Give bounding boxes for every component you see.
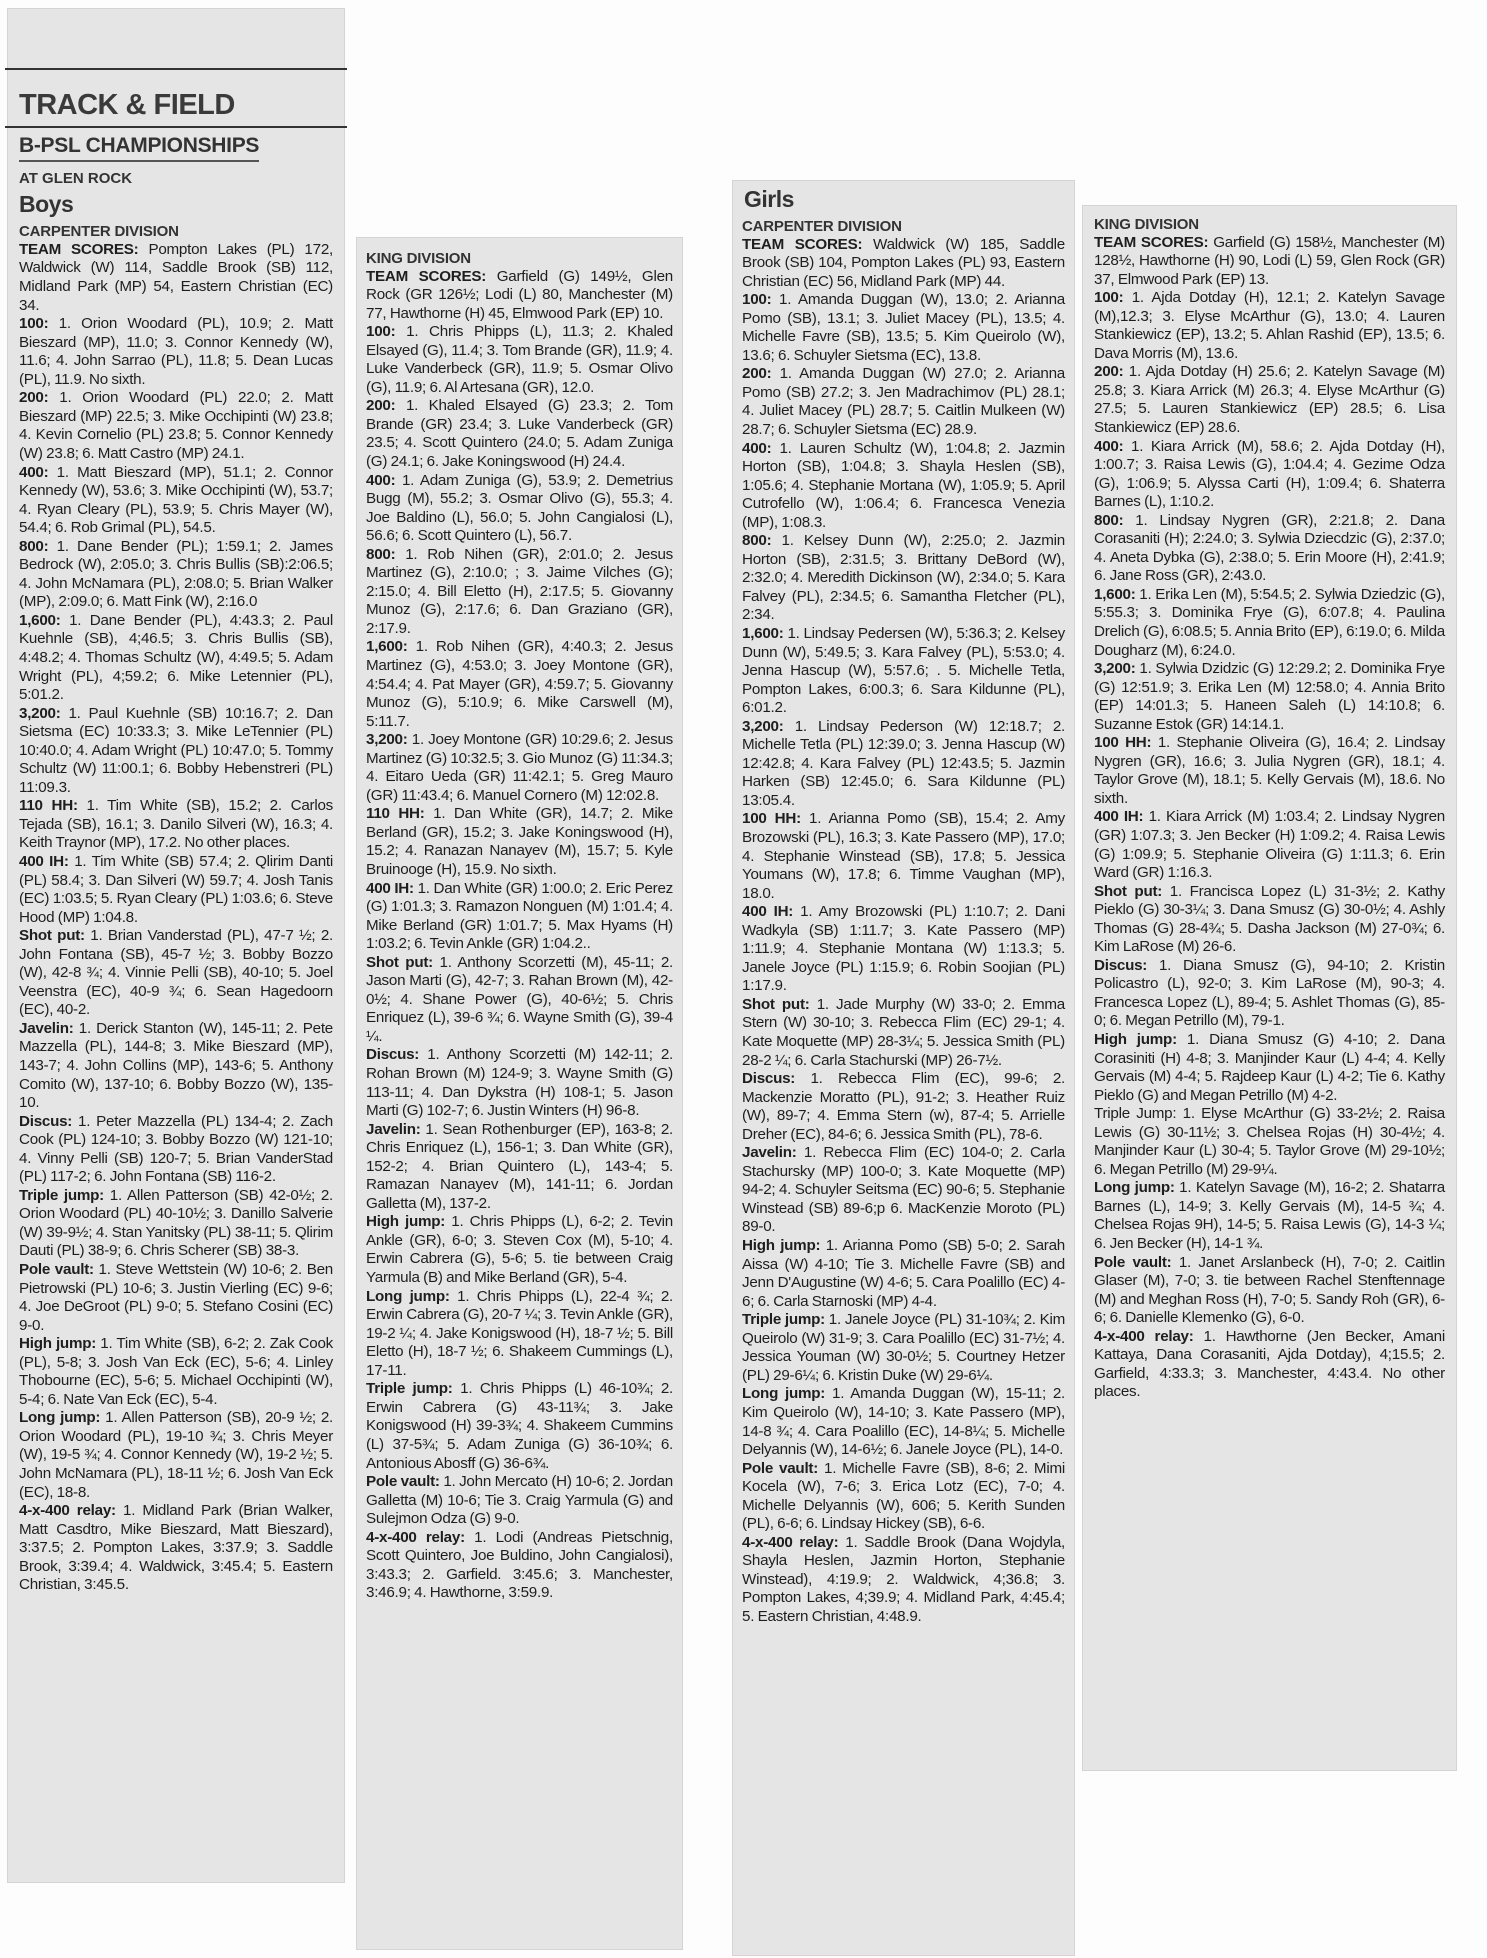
event-result bbox=[366, 397, 673, 471]
event-result bbox=[1094, 438, 1445, 512]
event-result bbox=[19, 927, 333, 1020]
event-text: 1. Saddle Brook (Dana Wojdyla, Shayla Heslen, Jazmin Horton, Stephanie Winstead), 4:19.9; 2. Waldwick, 4;36.8; 3. Pompton Lakes, 4;39.9; 4. Midland Park, 4:45.4; 5. Eastern Christian, 4:48.9. bbox=[742, 1533, 1065, 1625]
event-label: 3,200: bbox=[742, 717, 784, 735]
event-result bbox=[19, 1502, 333, 1595]
event-label: 800: bbox=[366, 545, 396, 563]
event-label: 400 IH: bbox=[1094, 808, 1144, 826]
event-label: 200: bbox=[742, 365, 772, 383]
event-result bbox=[366, 638, 673, 731]
event-label: Triple jump: bbox=[19, 1186, 104, 1204]
event-text: 1. Kiara Arrick (M) 1:03.4; 2. Lindsay Nygren (GR) 1:07.3; 3. Jen Becker (H) 1:09.2; 4. Raisa Lewis (G) 1:09.9; 5. Stephanie Oliveira (G) 1:11.3; 6. Erin Ward (GR) 1:16.3. bbox=[1094, 808, 1445, 882]
event-result bbox=[366, 731, 673, 805]
event-result bbox=[1094, 808, 1445, 882]
event-result bbox=[1094, 883, 1445, 957]
event-text: 1. Dane Bender (PL); 1:59.1; 2. James Bedrock (W), 2:05.0; 3. Chris Bullis (SB):2:06.5; 4. John McNamara (PL), 2:08.0; 5. Brian Walker (MP), 2:09.0; 6. Matt Fink (W), 2:16.0 bbox=[19, 537, 333, 611]
event-text: 1. Sylwia Dzidzic (G) 12:29.2; 2. Dominika Frye (G) 12:51.9; 3. Erika Len (M) 12:58.0; 4. Annia Brito (EP) 14:01.3; 5. Haneen Saleh (L) 14:10.8; 6. Suzanne Estok (GR) 14:14.1. bbox=[1094, 660, 1445, 733]
event-label: 400 IH: bbox=[742, 903, 794, 921]
event-text: 1. Midland Park (Brian Walker, Matt Casdtro, Mike Bieszard, Matt Bieszard), 3:37.5; 2. Pompton Lakes, 3:37.9; 3. Saddle Brook, 3:39.4; 4. Waldwick, 3:45.4; 5. Eastern Christian, 3:45.5. bbox=[19, 1502, 333, 1594]
event-result bbox=[1094, 1105, 1445, 1179]
event-label: Discus: bbox=[742, 1070, 796, 1088]
event-text: 1. Amanda Duggan (W), 13.0; 2. Arianna Pomo (SB), 13.1; 3. Juliet Macey (PL), 13.5; 4. Michelle Favre (SB), 13.5; 5. Kim Queirolo (W), 13.6; 6. Schuyler Sietsma (EC), 13.8. bbox=[742, 291, 1065, 364]
event-label: 400 IH: bbox=[366, 879, 414, 897]
event-result bbox=[19, 705, 333, 798]
event-result bbox=[1094, 1328, 1445, 1402]
event-result bbox=[366, 954, 673, 1047]
event-result bbox=[19, 315, 333, 389]
division-heading: CARPENTER DIVISION bbox=[742, 218, 902, 235]
event-text: 1. Adam Zuniga (G), 53.9; 2. Demetrius Bugg (M), 55.2; 3. Osmar Olivo (G), 55.3; 4. Joe Baldino (L), 56.0; 5. John Cangialosi (L), 56.6; 6. Scott Quintero (L), 56.7. bbox=[366, 471, 673, 545]
event-result bbox=[366, 323, 673, 397]
event-result bbox=[742, 365, 1065, 439]
event-text: 1. Matt Bieszard (MP), 51.1; 2. Connor Kennedy (W), 53.6; 3. Mike Occhipinti (W), 53.7; 4. Ryan Cleary (PL), 53.9; 5. Chris Mayer (W), 54.4; 6. Rob Grimal (PL), 54.5. bbox=[19, 463, 333, 537]
event-text: 1. Erika Len (M), 5:54.5; 2. Sylwia Dziedzic (G), 5:55.3; 3. Dominika Frye (G), 6:07.8; 4. Paulina Drelich (G), 6:08.5; 5. Annia Brito (EP), 6:19.0; 6. Milda Dougharz (M), 6:24.0. bbox=[1094, 585, 1445, 659]
event-text: 1. Dane Bender (PL), 4:43.3; 2. Paul Kuehnle (SB), 4;46.5; 3. Chris Bullis (SB), 4:48.2; 4. Thomas Schultz (W), 4:49.5; 5. Adam Wright (PL), 4;59.2; 6. Mike Letennier (PL), 5:01.2. bbox=[19, 611, 333, 704]
event-result bbox=[742, 236, 1065, 292]
event-result bbox=[742, 1144, 1065, 1237]
event-text: 1. Lodi (Andreas Pietschnig, Scott Quintero, Joe Buldino, John Cangialosi), 3:43.3; 2. Garfield. 3:45.6; 3. Manchester, 3:46.9; 4. Hawthorne, 3:59.9. bbox=[366, 1528, 673, 1602]
clipping-top-margin bbox=[7, 8, 345, 68]
event-label: TEAM SCORES: bbox=[366, 267, 487, 285]
event-label: 100: bbox=[19, 315, 49, 333]
event-text: 1. Peter Mazzella (PL) 134-4; 2. Zach Cook (PL) 124-10; 3. Bobby Bozzo (W) 121-10; 4. Vinny Pelli (SB) 120-7; 5. Brian VanderStad (PL) 117-2; 6. John Fontana (SB) 116-2. bbox=[19, 1112, 333, 1186]
event-text: 1. Orion Woodard (PL), 10.9; 2. Matt Bieszard (MP), 11.0; 3. Connor Kennedy (W), 11.6; 4. John Sarrao (PL), 11.8; 5. Dean Lucas (PL), 11.9. No sixth. bbox=[19, 315, 333, 388]
event-text: 1. Anthony Scorzetti (M) 142-11; 2. Rohan Brown (M) 124-9; 3. Wayne Smith (G) 113-11; 4. Dan Dykstra (H) 108-1; 5. Jason Marti (G) 102-7; 6. Justin Winters (H) 96-8. bbox=[366, 1046, 673, 1120]
event-result bbox=[1094, 1254, 1445, 1328]
event-result bbox=[19, 538, 333, 612]
event-label: 4-x-400 relay: bbox=[742, 1533, 839, 1551]
event-result bbox=[19, 241, 333, 315]
event-result bbox=[742, 1311, 1065, 1385]
event-label: Shot put: bbox=[1094, 882, 1163, 900]
event-label: 400 IH: bbox=[19, 852, 69, 870]
event-label: 800: bbox=[19, 537, 49, 555]
event-label: 100 HH: bbox=[742, 810, 801, 828]
event-result bbox=[366, 546, 673, 639]
event-label: 400: bbox=[366, 471, 396, 489]
event-label: 400: bbox=[19, 463, 49, 481]
event-text: 1. Francisca Lopez (L) 31-3½; 2. Kathy Pieklo (G) 30-3¼; 3. Dana Smusz (G) 30-0½; 4. Ashly Thomas (G) 28-4¾; 5. Dasha Jackson (M) 27-0¾; 6. Kim LaRose (M) 26-6. bbox=[1094, 882, 1445, 956]
event-text: 1. Allen Patterson (SB) 42-0½; 2. Orion Woodard (PL) 40-10½; 3. Danillo Salverie (W) 39-9½; 4. Stan Yanitsky (PL) 38-11; 5. Qlirim Dauti (PL) 38-9; 6. Chris Scherer (SB) 38-3. bbox=[19, 1186, 333, 1260]
event-result bbox=[19, 853, 333, 927]
event-text: 1. Lindsay Nygren (GR), 2:21.8; 2. Dana Corasaniti (H); 2:24.0; 3. Sylwia Dziecdzic (G), 2:37.0; 4. Aneta Dybka (G), 2:38.0; 5. Erin Moore (H), 2:41.9; 6. Jane Ross (GR), 2:43.0. bbox=[1094, 511, 1445, 585]
event-text: 1. Dan White (GR), 14.7; 2. Mike Berland (GR), 15.2; 3. Jake Koningswood (H), 15.2; 4. Ranazan Nanayev (M), 15.7; 5. Kyle Bruinooge (H), 15.9. No sixth. bbox=[366, 805, 673, 878]
event-text: 1. Steve Wettstein (W) 10-6; 2. Ben Pietrowski (PL) 10-6; 3. Justin Vierling (EC) 9-6; 4. Joe DeGroot (PL) 9-0; 5. Stefano Cosini (EC) 9-0. bbox=[19, 1261, 333, 1334]
event-text: 1. Amy Brozowski (PL) 1:10.7; 2. Dani Wadkyla (SB) 1:11.7; 3. Kate Passero (MP) 1:11.9; 4. Stephanie Montana (W) 1:13.3; 5. Janele Joyce (PL) 1:15.9; 6. Robin Soojian (PL) 1:17.9. bbox=[742, 903, 1066, 995]
event-label: 4-x-400 relay: bbox=[366, 1528, 465, 1546]
event-result bbox=[366, 1121, 673, 1214]
event-result bbox=[742, 625, 1065, 718]
event-label: Javelin: bbox=[366, 1120, 421, 1138]
event-text: 1. Chris Phipps (L) 46-10¾; 2. Erwin Cabrera (G) 43-11¾; 3. Jake Konigswood (H) 39-3¾; 4. Shakeem Cummins (L) 37-5¾; 5. Adam Zuniga (G) 36-10¾; 6. Antonious Abosff (G) 36-6¾. bbox=[366, 1380, 673, 1472]
event-text: 1. Ajda Dotday (H), 12.1; 2. Katelyn Savage (M),12.3; 3. Elyse McArthur (G), 13.0; 4. Lauren Stankiewicz (EP), 13.2; 5. Ahlan Rashid (EP), 13.5; 6. Dava Morris (M), 13.6. bbox=[1094, 289, 1445, 362]
event-text: 1. Arianna Pomo (SB), 15.4; 2. Amy Brozowski (PL), 16.3; 3. Kate Passero (MP), 17.0; 4. Stephanie Winstead (SB), 17.8; 5. Jessica Youmans (W), 17.8; 6. Timme Vaughan (MP), 18.0. bbox=[742, 810, 1065, 902]
event-label: Discus: bbox=[19, 1112, 73, 1130]
event-text: 1. Tim White (SB), 6-2; 2. Zak Cook (PL), 5-8; 3. Josh Van Eck (EC), 5-6; 4. Linley Thobourne (EC), 5-6; 5. Michael Occhipinti (W), 5-4; 6. Nate Van Eck (EC), 5-4. bbox=[19, 1335, 334, 1408]
event-list bbox=[742, 236, 1065, 1627]
event-result bbox=[1094, 1031, 1445, 1105]
event-text: 1. Allen Patterson (SB), 20-9 ½; 2. Orion Woodard (PL), 19-10 ¾; 3. Chris Meyer (W), 19-5 ¾; 4. Connor Kennedy (W), 19-2 ½; 5. John McNamara (PL), 18-11 ½; 6. Josh Van Eck (EC), 18-8. bbox=[19, 1409, 333, 1501]
event-text: 1. Ajda Dotday (H) 25.6; 2. Katelyn Savage (M) 25.8; 3. Kiara Arrick (M) 26.3; 4. Elyse McArthur (G) 27.5; 5. Lauren Stankiewicz (EP) 28.5; 6. Lisa Stankiewicz (EP) 28.6. bbox=[1094, 363, 1445, 436]
event-result bbox=[742, 1385, 1065, 1459]
event-result bbox=[366, 1213, 673, 1287]
event-label: 100: bbox=[366, 323, 396, 341]
event-list bbox=[1094, 234, 1445, 1402]
event-label: 4-x-400 relay: bbox=[19, 1502, 116, 1520]
event-result bbox=[1094, 586, 1445, 660]
event-result bbox=[742, 1070, 1065, 1144]
boys-king-results bbox=[356, 237, 683, 1603]
event-text: 1. Brian Vanderstad (PL), 47-7 ½; 2. John Fontana (SB), 45-7 ½; 3. Bobby Bozzo (W), 42-8 ¾; 4. Vinnie Pelli (SB), 40-10; 5. Joel Veenstra (EC), 40-9 ¾; 6. Sean Hagedoorn (EC), 40-2. bbox=[19, 927, 333, 1019]
event-result bbox=[366, 1529, 673, 1603]
section-title: TRACK & FIELD bbox=[19, 89, 235, 121]
event-label: 400: bbox=[1094, 437, 1124, 455]
event-result bbox=[1094, 1179, 1445, 1253]
event-text: 1. Diana Smusz (G), 94-10; 2. Kristin Policastro (L), 92-0; 3. Kim LaRose (M), 90-3; 4. Francesca Lopez (L), 89-4; 5. Ashlet Thomas (G), 85-0; 6. Megan Petrillo (M), 79-1. bbox=[1094, 956, 1445, 1030]
event-label: 100 HH: bbox=[1094, 734, 1152, 752]
event-result bbox=[366, 1046, 673, 1120]
event-text: 1. Hawthorne (Jen Becker, Amani Kattaya, Dana Corasaniti, Ajda Dotday), 4;15.5; 2. Garfield, 4:33.3; 3. Manchester, 4:43.4. No other places. bbox=[1094, 1327, 1445, 1401]
event-text: 1. Stephanie Oliveira (G), 16.4; 2. Lindsay Nygren (GR), 16.6; 3. Julia Nygren (GR), 18.1; 4. Taylor Grove (M), 18.1; 5. Kelly Gervais (M), 18.6. No sixth. bbox=[1094, 734, 1445, 807]
event-label: Long jump: bbox=[19, 1409, 101, 1427]
event-label: Discus: bbox=[366, 1046, 420, 1064]
event-result bbox=[19, 1409, 333, 1502]
event-text: 1. Jade Murphy (W) 33-0; 2. Emma Stern (W) 30-10; 3. Rebecca Flim (EC) 29-1; 4. Kate Moquette (MP) 28-3¼; 5. Jessica Smith (PL) 28-2 ¼; 6. Carla Stachurski (MP) 26-7½. bbox=[742, 995, 1065, 1069]
division-heading: CARPENTER DIVISION bbox=[19, 223, 179, 241]
event-text: Waldwick (W) 185, Saddle Brook (SB) 104, Pompton Lakes (PL) 93, Eastern Christian (EC) 56, Midland Park (MP) 44. bbox=[742, 235, 1065, 290]
event-text: Garfield (G) 158½, Manchester (M) 128½, Hawthorne (H) 90, Lodi (L) 59, Glen Rock (GR) 37, Elmwood Park (EP) 13. bbox=[1094, 233, 1445, 288]
event-text: 1. Derick Stanton (W), 145-11; 2. Pete Mazzella (PL), 144-8; 3. Mike Bieszard (MP), 143-7; 4. John Collins (MP), 143-6; 5. Anthony Comito (W), 137-10; 6. Bobby Bozzo (W), 135-10. bbox=[19, 1019, 333, 1112]
event-label: 1,600: bbox=[742, 624, 784, 642]
event-result bbox=[19, 464, 333, 538]
event-label: 110 HH: bbox=[19, 797, 78, 815]
event-label: TEAM SCORES: bbox=[742, 235, 863, 253]
event-label: Discus: bbox=[1094, 956, 1148, 974]
event-text: 1. Paul Kuehnle (SB) 10:16.7; 2. Dan Sietsma (EC) 10:33.3; 3. Mike LeTennier (PL) 10:40.0; 4. Adam Wright (PL) 10:47.0; 5. Tommy Schultz (W) 11:00.1; 6. Bobby Hebenstreri (PL) 11:09.3. bbox=[19, 704, 333, 796]
event-label: Shot put: bbox=[366, 953, 433, 971]
event-result bbox=[742, 291, 1065, 365]
event-result bbox=[19, 612, 333, 705]
event-text: 1. Michelle Favre (SB), 8-6; 2. Mimi Kocela (W), 7-6; 3. Erica Lotz (EC), 7-0; 4. Michelle Delyannis (W), 606; 5. Kerith Sunden (PL), 6-6; 6. Lindsay Hickey (SB), 6-6. bbox=[742, 1459, 1065, 1533]
event-label: 4-x-400 relay: bbox=[1094, 1327, 1194, 1345]
event-result bbox=[1094, 289, 1445, 363]
event-label: High jump: bbox=[366, 1213, 446, 1231]
event-result bbox=[19, 1187, 333, 1261]
event-result bbox=[366, 805, 673, 879]
event-text: 1. Chris Phipps (L), 11.3; 2. Khaled Elsayed (G), 11.4; 3. Tom Brande (GR), 11.9; 4. Luke Vanderbeck (GR), 11.9; 5. Osmar Olivo (G), 11.9; 6. Al Artesana (GR), 12.0. bbox=[366, 323, 673, 396]
event-text: 1. Rebecca Flim (EC) 104-0; 2. Carla Stachursky (MP) 100-0; 3. Kate Moquette (MP) 94-2; 4. Schuyler Seitsma (EC) 90-6; 5. Stephanie Winstead (SB) 89-6;p 6. MacKenzie Moroto (PL) 89-0. bbox=[742, 1144, 1065, 1236]
event-label: TEAM SCORES: bbox=[19, 240, 139, 258]
event-label: Long jump: bbox=[742, 1385, 826, 1403]
event-label: Triple jump: bbox=[366, 1380, 453, 1398]
clipping-girls-carpenter bbox=[732, 180, 1075, 1956]
event-text: 1. Janele Joyce (PL) 31-10¾; 2. Kim Queirolo (W) 31-9; 3. Cara Poalillo (EC) 31-7½; 4. Jessica Youman (W) 30-0½; 5. Courtney Hetzer (PL) 29-6¼; 6. Kristin Duke (W) 29-6¼. bbox=[742, 1311, 1065, 1384]
event-label: High jump: bbox=[1094, 1031, 1177, 1049]
event-text: 1. Lauren Schultz (W), 1:04.8; 2. Jazmin Horton (SB), 1:04.8; 3. Shayla Heslen (SB), 1:05.6; 4. Stephanie Mortana (W), 1:05.9; 5. April Cutrofello (W), 1:06.4; 6. Francesca Venezia (MP), 1:08.3. bbox=[742, 439, 1065, 531]
girls-heading: Girls bbox=[744, 186, 794, 212]
event-text: 1. Arianna Pomo (SB) 5-0; 2. Sarah Aissa (W) 4-10; Tie 3. Michelle Favre (SB) and Jenn D'Augustine (W) 4-6; 5. Cara Poalillo (EC) 4-6; 6. Carla Starnoski (MP) 4-4. bbox=[742, 1237, 1065, 1310]
event-text: 1. Orion Woodard (PL) 22.0; 2. Matt Bieszard (MP) 22.5; 3. Mike Occhipinti (W) 23.8; 4. Kevin Cornelio (PL) 23.8; 5. Connor Kennedy (W) 23.8; 6. Matt Castro (MP) 24.1. bbox=[19, 389, 333, 462]
event-result bbox=[742, 996, 1065, 1070]
event-label: 100: bbox=[1094, 289, 1124, 307]
event-text: 1. Kelsey Dunn (W), 2:25.0; 2. Jazmin Horton (SB), 2:31.5; 3. Brittany DeBord (W), 2:32.0; 4. Meredith Dickinson (W), 2:34.0; 5. Kara Falvey (PL), 2:34.5; 6. Samantha Fletcher (PL), 2:34. bbox=[742, 532, 1065, 624]
event-text: 1. Rob Nihen (GR), 2:01.0; 2. Jesus Martinez (G), 2:10.0; ; 3. Jaime Vilches (G); 2:15.0; 4. Bill Eletto (H), 2:17.5; 5. Giovanny Munoz (G), 2:17.6; 6. Dan Graziano (GR), 2:17.9. bbox=[366, 545, 673, 637]
event-result bbox=[742, 810, 1065, 903]
event-result bbox=[366, 880, 673, 954]
event-label: 1,600: bbox=[19, 611, 61, 629]
event-label: 110 HH: bbox=[366, 805, 425, 823]
event-label: Pole vault: bbox=[742, 1459, 819, 1477]
event-result bbox=[742, 532, 1065, 625]
event-result bbox=[19, 1113, 333, 1187]
event-result bbox=[19, 1020, 333, 1113]
boys-carpenter-results bbox=[7, 224, 345, 1594]
event-label: 3,200: bbox=[19, 704, 61, 722]
event-label: High jump: bbox=[742, 1237, 821, 1255]
event-text: 1. Katelyn Savage (M), 16-2; 2. Shatarra Barnes (L), 14-9; 3. Kelly Gervais (M), 14-5 ¾; 4. Chelsea Rojas 9H), 14-5; 5. Raisa Lewis (G), 14-3 ¼; 6. Jen Becker (H), 14-1 ¾. bbox=[1094, 1179, 1445, 1253]
event-result bbox=[742, 1237, 1065, 1311]
event-label: 3,200: bbox=[1094, 660, 1136, 678]
event-text: 1. Lindsay Pedersen (W), 5:36.3; 2. Kelsey Dunn (W), 5:49.5; 3. Kara Falvey (PL), 5:53.0; 4. Jenna Hascup (W), 5:57.6; . 5. Michelle Tetla, Pompton Lakes, 6:00.3; 6. Sara Kildunne (PL), 6:01.2. bbox=[742, 624, 1065, 717]
event-label: 400: bbox=[742, 439, 772, 457]
event-label: Javelin: bbox=[742, 1144, 797, 1162]
event-label: Shot put: bbox=[19, 927, 85, 945]
event-label: 3,200: bbox=[366, 731, 408, 749]
event-result bbox=[1094, 234, 1445, 290]
event-text: 1. Lindsay Pederson (W) 12:18.7; 2. Michelle Tetla (PL) 12:39.0; 3. Jenna Hascup (W) 12:42.8; 4. Kara Falvey (PL) 12:43.5; 5. Jazmin Harken (SB) 12:45.0; 6. Sara Kildunne (PL) 13:05.4. bbox=[742, 717, 1065, 809]
event-result bbox=[19, 797, 333, 853]
event-text: 1. Rob Nihen (GR), 4:40.3; 2. Jesus Martinez (G), 4:53.0; 3. Joey Montone (GR), 4:54.4; 4. Pat Mayer (GR), 4:59.7; 5. Giovanny Munoz (G), 5:10.9; 6. Mike Carswell (M), 5:11.7. bbox=[366, 638, 673, 730]
section-rule-bottom bbox=[5, 126, 347, 128]
event-text: 1. Anthony Scorzetti (M), 45-11; 2. Jason Marti (G), 42-7; 3. Rahan Brown (M), 42-0½; 4. Shane Power (G), 40-6½; 5. Chris Enriquez (L), 39-6 ¾; 6. Wayne Smith (G), 39-4 ¼. bbox=[366, 953, 673, 1045]
event-label: 200: bbox=[1094, 363, 1124, 381]
event-text: 1. Amanda Duggan (W), 15-11; 2. Kim Queirolo (W), 14-10; 3. Kate Passero (MP), 14-8 ¾; 4. Cara Poalillo (EC), 14-8¼; 5. Michelle Delyannis (W), 14-6½; 6. Janele Joyce (PL), 14-0. bbox=[742, 1385, 1066, 1459]
clipping-girls-king bbox=[1082, 205, 1457, 1771]
event-result bbox=[366, 1288, 673, 1381]
event-result bbox=[742, 440, 1065, 533]
event-text: Pompton Lakes (PL) 172, Waldwick (W) 114, Saddle Brook (SB) 112, Midland Park (MP) 54, Eastern Christian (EC) 34. bbox=[19, 240, 333, 314]
event-text: 1. Dan White (GR) 1:00.0; 2. Eric Perez (G) 1:01.3; 3. Ramazon Nonguen (M) 1:01.4; 4. Mike Berland (GR) 1:01.7; 5. Max Hyams (H) 1:03.2; 6. Tevin Ankle (GR) 1:04.2.. bbox=[366, 879, 673, 953]
event-result bbox=[742, 1460, 1065, 1534]
clipping-boys-carpenter bbox=[7, 8, 345, 1883]
event-label: Pole vault: bbox=[19, 1261, 94, 1279]
event-result bbox=[19, 1261, 333, 1335]
event-label: 200: bbox=[19, 389, 49, 407]
division-heading: KING DIVISION bbox=[1094, 216, 1199, 233]
event-text: 1. Chris Phipps (L), 6-2; 2. Tevin Ankle (GR), 6-0; 3. Steven Cox (M), 5-10; 4. Erwin Cabrera (G), 5-6; 5. tie between Craig Yarmula (B) and Mike Berland (GR), 5-4. bbox=[366, 1213, 673, 1287]
event-label: 200: bbox=[366, 397, 396, 415]
event-result bbox=[1094, 957, 1445, 1031]
event-text: 1. Joey Montone (GR) 10:29.6; 2. Jesus Martinez (G) 10:32.5; 3. Gio Munoz (G) 11:34.3; 4. Eitaro Ueda (GR) 11:42.1; 5. Greg Mauro (GR) 11:43.4; 6. Manuel Cornero (M) 12:02.8. bbox=[366, 731, 673, 804]
event-text: 1. John Mercato (H) 10-6; 2. Jordan Galletta (M) 10-6; Tie 3. Craig Yarmula (G) and Sulejmon Odza (G) 9-0. bbox=[366, 1473, 673, 1528]
event-text: 1. Chris Phipps (L), 22-4 ¾; 2. Erwin Cabrera (G), 20-7 ¼; 3. Tevin Ankle (GR), 19-2 ¼; 4. Jake Konigswood (H), 18-7 ½; 5. Bill Eletto (H), 18-7 ½; 6. Shakeem Cummings (L), 17-11. bbox=[366, 1287, 673, 1379]
event-text: 1. Tim White (SB) 57.4; 2. Qlirim Danti (PL) 58.4; 3. Dan Silveri (W) 59.7; 4. Josh Tanis (EC) 1:03.5; 5. Ryan Cleary (PL) 1:03.6; 6. Steve Hood (MP) 1:04.8. bbox=[19, 852, 333, 926]
event-label: Javelin: bbox=[19, 1019, 74, 1037]
event-list bbox=[366, 268, 673, 1603]
event-text: Garfield (G) 149½, Glen Rock (GR 126½; Lodi (L) 80, Manchester (M) 77, Hawthorne (H) 45, Elmwood Park (EP) 10. bbox=[366, 267, 673, 322]
event-text: 1. Rebecca Flim (EC), 99-6; 2. Mackenzie Moratto (PL), 91-2; 3. Heather Ruiz (W), 89-7; 4. Emma Stern (w), 87-4; 5. Arrielle Dreher (EC), 84-6; 6. Jessica Smith (PL), 78-6. bbox=[742, 1070, 1065, 1143]
event-label: Long jump: bbox=[1094, 1179, 1175, 1197]
event-result bbox=[366, 1380, 673, 1473]
event-label: TEAM SCORES: bbox=[1094, 233, 1209, 251]
event-result bbox=[742, 1534, 1065, 1627]
girls-king-results bbox=[1082, 205, 1457, 1402]
event-label: Shot put: bbox=[742, 995, 810, 1013]
event-text: 1. Khaled Elsayed (G) 23.3; 2. Tom Brande (GR) 23.4; 3. Luke Vanderbeck (GR) 23.5; 4. Scott Quintero (24.0; 5. Adam Zuniga (G) 24.1; 6. Jake Koningswood (H) 24.4. bbox=[366, 397, 673, 470]
event-text: 1. Sean Rothenburger (EP), 163-8; 2. Chris Enriquez (L), 156-1; 3. Dan White (GR), 152-2; 4. Brian Quintero (L), 143-4; 5. Ramazan Nanayev (M), 141-11; 6. Jordan Galletta (M), 137-2. bbox=[366, 1120, 673, 1212]
event-result bbox=[19, 389, 333, 463]
event-title: B-PSL CHAMPIONSHIPS bbox=[19, 134, 259, 162]
event-label: Pole vault: bbox=[366, 1473, 440, 1491]
event-result bbox=[366, 1473, 673, 1529]
event-result bbox=[19, 1335, 333, 1409]
event-label: 100: bbox=[742, 291, 772, 309]
event-label: 800: bbox=[742, 532, 772, 550]
boys-heading: Boys bbox=[19, 191, 74, 218]
event-text: 1. Amanda Duggan (W) 27.0; 2. Arianna Pomo (SB) 27.2; 3. Jen Madrachimov (PL) 28.1; 4. Juliet Macey (PL) 28.7; 5. Caitlin Mulkeen (W) 28.7; 6. Schuyler Sietsma (EC) 28.9. bbox=[742, 365, 1065, 438]
event-result bbox=[1094, 512, 1445, 586]
event-result bbox=[1094, 734, 1445, 808]
event-label: Triple jump: bbox=[742, 1311, 825, 1329]
event-result bbox=[366, 268, 673, 324]
event-result bbox=[1094, 363, 1445, 437]
event-text: 1. Kiara Arrick (M), 58.6; 2. Ajda Dotday (H), 1:00.7; 3. Raisa Lewis (G), 1:04.4; 4. Gezime Odza (G), 1:06.9; 5. Alyssa Carti (H), 1:09.4; 6. Shaterra Barnes (L), 1:10.2. bbox=[1094, 437, 1445, 511]
event-text: 1. Janet Arslanbeck (H), 7-0; 2. Caitlin Glaser (M), 7-0; 3. tie between Rachel Stenftennage (M) and Meghan Ross (H), 7-0; 5. Sandy Roh (GR), 6-6; 6. Danielle Klemenko (G), 6-0. bbox=[1094, 1253, 1445, 1327]
event-result bbox=[366, 472, 673, 546]
event-label: Long jump: bbox=[366, 1287, 450, 1305]
event-label: Pole vault: bbox=[1094, 1253, 1172, 1271]
clipping-boys-king bbox=[356, 237, 683, 1950]
event-label: High jump: bbox=[19, 1335, 97, 1353]
event-text: 1. Diana Smusz (G) 4-10; 2. Dana Corasiniti (H) 4-8; 3. Manjinder Kaur (L) 4-4; 4. Kelly Gervais (M) 4-4; 5. Rajdeep Kaur (L) 4-2; Tie 6. Kathy Pieklo (G) and Megan Petrillo (M) 4-2. bbox=[1094, 1031, 1445, 1104]
event-result bbox=[742, 718, 1065, 811]
event-text: Triple Jump: 1. Elyse McArthur (G) 33-2½; 2. Raisa Lewis (G) 30-11½; 3. Chelsea Rojas (H) 30-4½; 4. Manjinder Kaur (L) 30-4; 5. Taylor Grove (M) 29-10½; 6. Megan Petrillo (M) 29-9¼. bbox=[1094, 1105, 1445, 1178]
girls-carpenter-results bbox=[732, 219, 1075, 1627]
event-label: 1,600: bbox=[366, 638, 408, 656]
event-location: AT GLEN ROCK bbox=[19, 170, 133, 188]
event-result bbox=[1094, 660, 1445, 734]
event-result bbox=[742, 903, 1065, 996]
event-text: 1. Tim White (SB), 15.2; 2. Carlos Tejada (SB), 16.1; 3. Danilo Silveri (W), 16.3; 4. Keith Traynor (MP), 17.2. No other places. bbox=[19, 797, 333, 852]
event-list bbox=[19, 241, 333, 1595]
event-label: 1,600: bbox=[1094, 585, 1136, 603]
division-heading: KING DIVISION bbox=[366, 250, 471, 267]
event-label: 800: bbox=[1094, 511, 1124, 529]
